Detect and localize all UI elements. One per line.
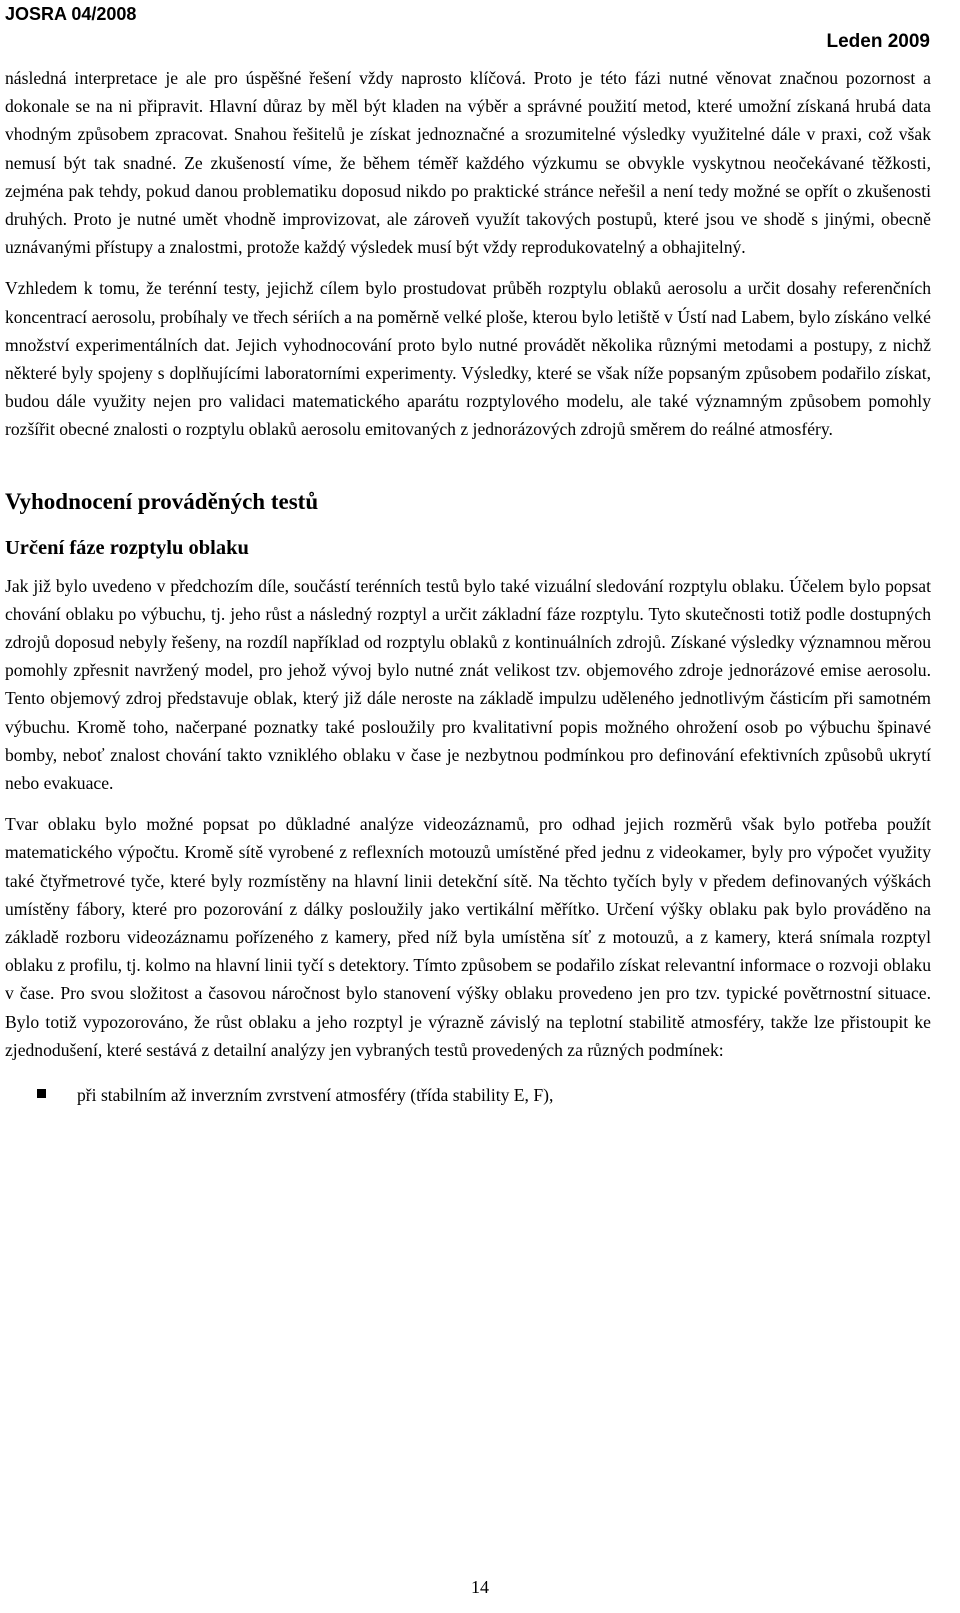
page-number: 14	[471, 1577, 489, 1597]
square-bullet-icon	[37, 1089, 46, 1098]
paragraph-intro: následná interpretace je ale pro úspěšné řešení vždy naprosto klíčová. Proto je této fázi nutné věnovat značnou pozornost a dokonale se na ni připravit. Hlavní důraz by měl být kladen na výběr a správné použití metod, které umožní získaná hrubá data vhodným způsobem zpracovat. Snahou řešitelů je získat jednoznačné a srozumitelné výsledky využitelné dále v praxi, což však nemusí být tak snadné. Ze zkušeností víme, že během téměř každého výzkumu se obvykle vyskytnou neočekávané těžkosti, zejména pak tehdy, pokud danou problematiku doposud nikdo po praktické stránce neřešil a není tedy možné se opřít o zkušenosti druhých. Proto je nutné umět vhodně improvizovat, ale zároveň využít takových postupů, které jsou ve shodě s jinými, obecně uznávanými přístupy a znalostmi, protože každý výsledek musí být vždy reprodukovatelný a obhajitelný.	[5, 68, 931, 258]
section-heading: Vyhodnocení prováděných testů	[5, 488, 319, 514]
paragraph-visual-observation: Jak již bylo uvedeno v předchozím díle, součástí terénních testů bylo také vizuální sledování rozptylu oblaku. Účelem bylo popsat chování oblaku po výbuchu, tj. jeho růst a následný rozptyl a určit základní fáze rozptylu. Tyto skutečnosti totiž podle dostupných zdrojů doposud nebyly řešeny, na rozdíl například od rozptylu oblaků z kontinuálních zdrojů. Získané výsledky významnou měrou pomohly zpřesnit navržený model, pro jehož vývoj bylo nutné znát velikost tzv. objemového zdroje jednorázové emise aerosolu. Tento objemový zdroj představuje oblak, který již dále neroste na základě impulzu uděleného jednotlivým částicím při samotném výbuchu. Kromě toho, načerpané poznatky také posloužily pro kvalitativní popis možného ohrožení osob po výbuchu špinavé bomby, neboť znalost chování takto vzniklého oblaku v čase je nezbytnou podmínkou pro definování efektivních způsobů ukrytí nebo evakuace.	[5, 575, 931, 794]
page-content	[5, 64, 931, 1109]
journal-issue-header: JOSRA 04/2008	[5, 4, 137, 24]
paragraph-cloud-shape: Tvar oblaku bylo možné popsat po důkladné analýze videozáznamů, pro odhad jejich rozměrů však bylo potřeba použít matematického výpočtu. Kromě sítě vyrobené z reflexních motouzů umístěné před jednu z videokamer, byly pro výpočet využity také čtyřmetrové tyče, které byly rozmístěny na hlavní linii detekční sítě. Na těchto tyčích byly v předem definovaných výškách umístěny fábory, které pro pozorování z dálky posloužily jako vertikální měřítko. Určení výšky oblaku pak bylo prováděno na základě rozboru videozáznamu pořízeného z kamery, před níž byla umístěna síť z motouzů, a z kamery, která snímala rozptyl oblaku z profilu, tj. kolmo na hlavní linii tyčí s detektory. Tímto způsobem se podařilo získat relevantní informace o rozvoji oblaku v čase. Pro svou složitost a časovou náročnost bylo stanovení výšky oblaku provedeno jen pro tzv. typické povětrnostní situace. Bylo totiž vypozorováno, že růst oblaku a jeho rozptyl je výrazně závislý na teplotní stabilitě atmosféry, takže lze přistoupit ke zjednodušení, které sestává z detailní analýzy jen vybraných testů provedených za různých podmínek:	[5, 814, 931, 1060]
list-item	[5, 1081, 931, 1109]
list-item-text: při stabilním až inverzním zvrstvení atmosféry (třída stability E, F),	[77, 1085, 554, 1106]
publication-date-header: Leden 2009	[826, 31, 930, 52]
conditions-list	[5, 1081, 931, 1109]
paragraph-field-tests: Vzhledem k tomu, že terénní testy, jejichž cílem bylo prostudovat průběh rozptylu oblaků aerosolu a určit dosahy referenčních koncentrací aerosolu, probíhaly ve třech sériích a na poměrně velké ploše, kterou bylo letiště v Ústí nad Labem, bylo získáno velké množství experimentálních dat. Jejich vyhodnocování proto bylo nutné provádět několika různými metodami a postupy, z nichž některé byly spojeny s doplňujícími laboratorními experimenty. Výsledky, které se však níže popsaným způsobem podařilo získat, budou dále využity nejen pro validaci matematického aparátu rozptylového modelu, ale také významným způsobem pomohly rozšířit obecné znalosti o rozptylu oblaků aerosolu emitovaných z jednorázových zdrojů směrem do reálné atmosféry.	[5, 278, 931, 440]
subsection-heading: Určení fáze rozptylu oblaku	[5, 536, 249, 559]
